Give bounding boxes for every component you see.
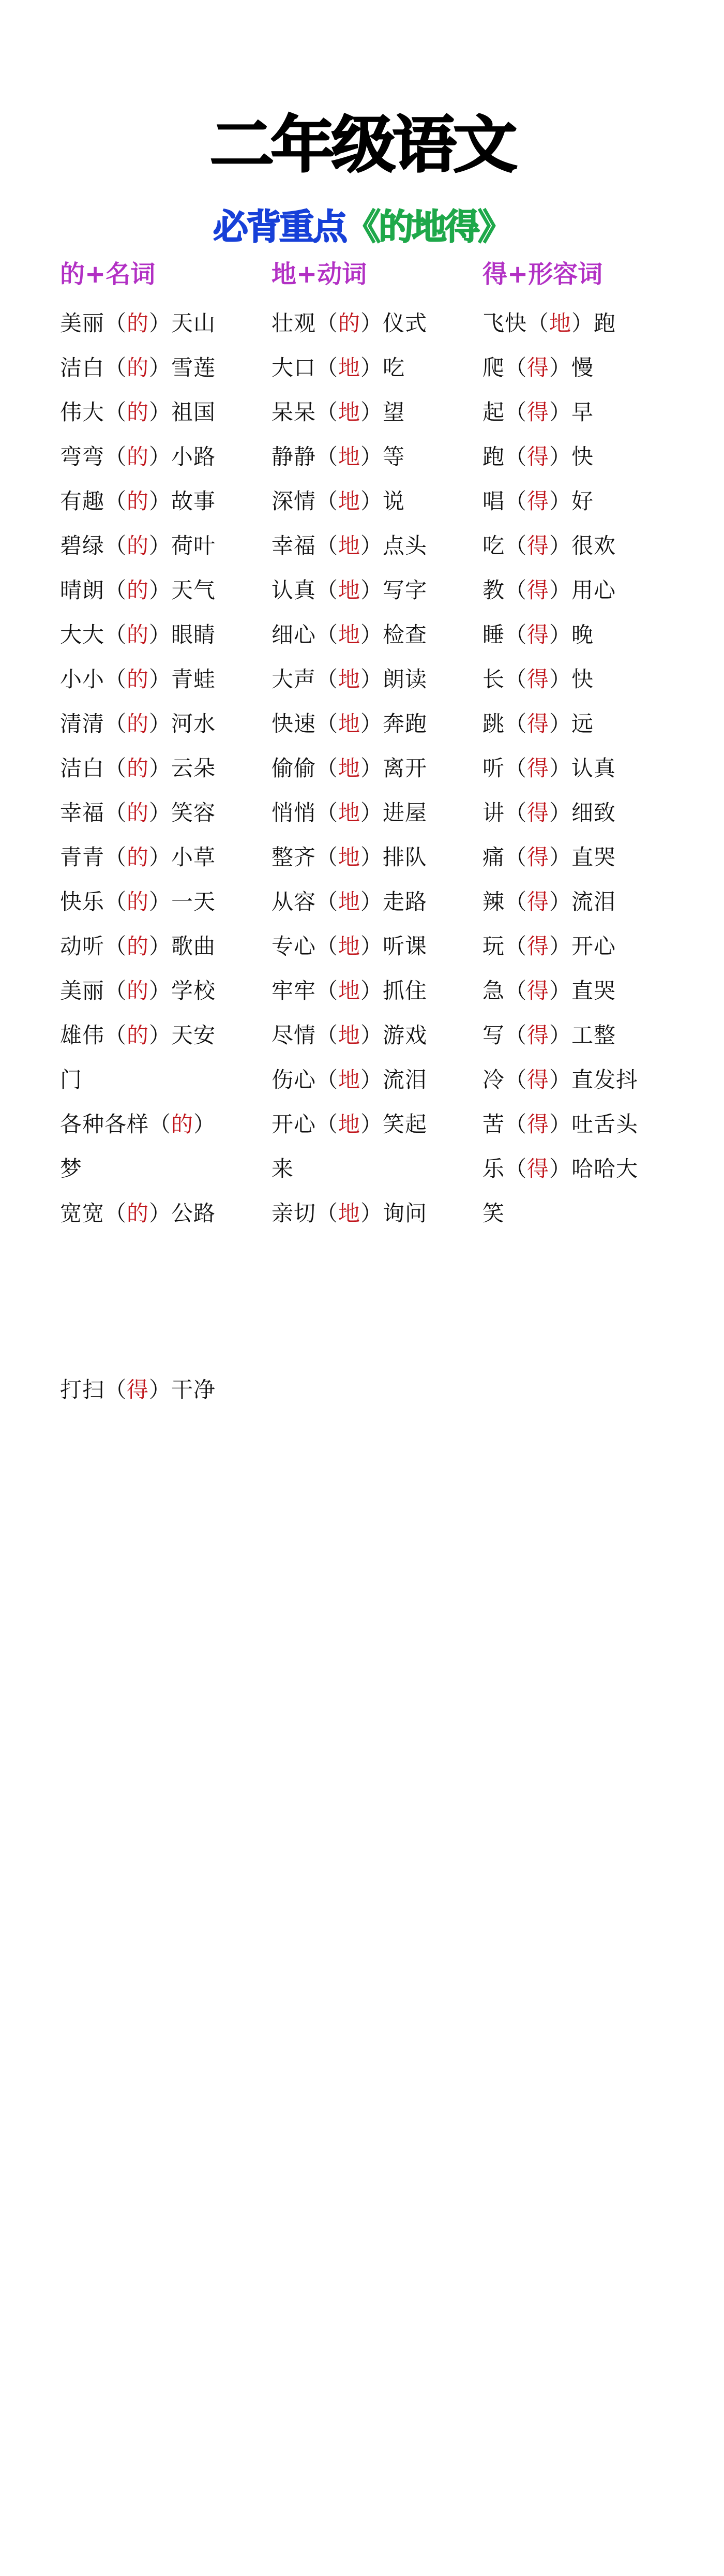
phrase-suffix: ）快 xyxy=(549,444,594,469)
phrase-prefix: 深情（ xyxy=(272,488,339,514)
phrase-line xyxy=(60,568,257,613)
particle: 的 xyxy=(127,488,149,514)
particle: 的 xyxy=(127,667,149,692)
phrase-prefix: 跑（ xyxy=(482,444,527,469)
particle: 的 xyxy=(127,934,149,959)
phrase-line xyxy=(60,390,257,435)
phrase-suffix: ）直发抖 xyxy=(549,1067,639,1092)
phrase-line xyxy=(482,1147,679,1191)
particle: 得 xyxy=(527,889,550,914)
phrase-suffix: ）一天 xyxy=(149,889,216,914)
particle: 得 xyxy=(527,711,550,736)
phrase-suffix: ）听课 xyxy=(360,934,428,959)
phrase-line xyxy=(482,969,679,1013)
phrase-suffix: ）天山 xyxy=(149,310,216,336)
phrase-line xyxy=(272,613,468,657)
phrase-line xyxy=(272,657,468,702)
particle: 得 xyxy=(527,444,550,469)
particle: 的 xyxy=(127,355,149,380)
phrase-line xyxy=(60,435,257,479)
phrase-suffix: ）荷叶 xyxy=(149,533,216,558)
phrase-line xyxy=(60,479,257,524)
phrase-line xyxy=(482,435,679,479)
particle: 的 xyxy=(127,622,149,647)
particle: 得 xyxy=(527,978,550,1003)
phrase-suffix: ）雪莲 xyxy=(149,355,216,380)
particle: 地 xyxy=(338,800,361,825)
phrase-line xyxy=(482,657,679,702)
phrase-prefix: 快乐（ xyxy=(60,889,127,914)
phrase-line xyxy=(482,568,679,613)
phrase-prefix: 吃（ xyxy=(482,533,527,558)
phrase-suffix: ）好 xyxy=(549,488,594,514)
phrase-suffix: ）离开 xyxy=(360,756,428,781)
particle: 得 xyxy=(527,845,550,870)
phrase-line xyxy=(482,1013,679,1058)
phrase-suffix: ）天气 xyxy=(149,578,216,603)
phrase-suffix: ）认真 xyxy=(549,756,616,781)
phrase-suffix: ）开心 xyxy=(549,934,616,959)
phrase-prefix: 静静（ xyxy=(272,444,339,469)
phrase-prefix: 听（ xyxy=(482,756,527,781)
phrase-suffix: ）直哭 xyxy=(549,845,616,870)
phrase-line xyxy=(60,746,257,791)
particle: 地 xyxy=(338,1201,361,1226)
phrase-prefix: 美丽（ xyxy=(60,310,127,336)
phrase-suffix: ）慢 xyxy=(549,355,594,380)
particle: 得 xyxy=(527,667,550,692)
subtitle-part-2: 《的地得》 xyxy=(345,207,511,248)
phrase-suffix: ）流泪 xyxy=(549,889,616,914)
particle: 地 xyxy=(338,1112,361,1137)
particle: 得 xyxy=(527,355,550,380)
particle: 的 xyxy=(127,845,149,870)
phrase-line xyxy=(482,1191,679,1236)
column-lines xyxy=(60,301,257,1236)
column-de-adjective xyxy=(482,259,679,1236)
phrase-line xyxy=(482,301,679,346)
phrase-prefix: 整齐（ xyxy=(272,845,339,870)
particle: 得 xyxy=(527,1067,550,1092)
phrase-suffix: ）排队 xyxy=(360,845,428,870)
particle: 地 xyxy=(338,355,361,380)
phrase-prefix: 偷偷（ xyxy=(272,756,339,781)
phrase-line xyxy=(60,657,257,702)
phrase-prefix: 洁白（ xyxy=(60,756,127,781)
phrase-prefix: 讲（ xyxy=(482,800,527,825)
phrase-prefix: 急（ xyxy=(482,978,527,1003)
phrase-prefix: 唱（ xyxy=(482,488,527,514)
phrase-prefix: 亲切（ xyxy=(272,1201,339,1226)
phrase-suffix: ）笑容 xyxy=(149,800,216,825)
phrase-suffix: ）奔跑 xyxy=(360,711,428,736)
phrase-suffix: ）哈哈大 xyxy=(549,1156,639,1181)
phrase-prefix: 尽情（ xyxy=(272,1023,339,1048)
particle: 的 xyxy=(127,711,149,736)
phrase-line xyxy=(482,524,679,568)
phrase-prefix: 呆呆（ xyxy=(272,399,339,425)
phrase-line xyxy=(60,1058,257,1102)
phrase-line xyxy=(60,969,257,1013)
page-title: 二年级语文 xyxy=(209,109,515,181)
phrase-line xyxy=(482,346,679,390)
particle: 地 xyxy=(338,756,361,781)
phrase-line xyxy=(482,390,679,435)
subtitle-part-1: 必背重点 xyxy=(213,207,345,248)
phrase-suffix: ）跑 xyxy=(571,310,616,336)
phrase-line xyxy=(272,568,468,613)
phrase-suffix: ）直哭 xyxy=(549,978,616,1003)
phrase-line xyxy=(272,435,468,479)
phrase-line xyxy=(272,1058,468,1102)
phrase-line xyxy=(272,346,468,390)
particle: 地 xyxy=(338,934,361,959)
phrase-suffix: ）小草 xyxy=(149,845,216,870)
particle: 地 xyxy=(549,310,572,336)
particle: 得 xyxy=(527,488,550,514)
phrase-suffix: ）小路 xyxy=(149,444,216,469)
phrase-prefix: 快速（ xyxy=(272,711,339,736)
subtitle xyxy=(0,199,724,249)
phrase-prefix: 乐（ xyxy=(482,1156,527,1181)
phrase-prefix: 大口（ xyxy=(272,355,339,380)
phrase-line xyxy=(60,880,257,924)
column-lines xyxy=(272,301,468,1236)
phrase-prefix: 动听（ xyxy=(60,934,127,959)
phrase-suffix: ）走路 xyxy=(360,889,428,914)
particle: 的 xyxy=(127,310,149,336)
particle: 得 xyxy=(527,1023,550,1048)
particle: 的 xyxy=(127,756,149,781)
particle: 的 xyxy=(127,578,149,603)
phrase-prefix: 门 xyxy=(60,1067,83,1092)
phrase-line xyxy=(272,479,468,524)
phrase-suffix: ）检查 xyxy=(360,622,428,647)
phrase-suffix: ）晚 xyxy=(549,622,594,647)
particle: 得 xyxy=(527,622,550,647)
particle: 得 xyxy=(527,934,550,959)
phrase-prefix: 壮观（ xyxy=(272,310,339,336)
phrase-line xyxy=(60,613,257,657)
phrase-line xyxy=(60,346,257,390)
phrase-suffix: ）歌曲 xyxy=(149,934,216,959)
particle: 的 xyxy=(127,889,149,914)
phrase-prefix: 细心（ xyxy=(272,622,339,647)
phrase-prefix: 飞快（ xyxy=(482,310,550,336)
phrase-suffix: ）写字 xyxy=(360,578,428,603)
phrase-prefix: 小小（ xyxy=(60,667,127,692)
phrase-suffix: ）流泪 xyxy=(360,1067,428,1092)
particle: 得 xyxy=(527,756,550,781)
phrase-prefix: 有趣（ xyxy=(60,488,127,514)
phrase-suffix: ）祖国 xyxy=(149,399,216,425)
particle: 地 xyxy=(338,978,361,1003)
phrase-suffix: ）询问 xyxy=(360,1201,428,1226)
phrase-line xyxy=(272,524,468,568)
phrase-line xyxy=(60,791,257,835)
phrase-suffix: ）进屋 xyxy=(360,800,428,825)
particle: 地 xyxy=(338,1023,361,1048)
phrase-prefix: 笑 xyxy=(482,1201,505,1226)
phrase-line xyxy=(482,880,679,924)
particle: 地 xyxy=(338,711,361,736)
phrase-suffix: ）河水 xyxy=(149,711,216,736)
phrase-prefix: 开心（ xyxy=(272,1112,339,1137)
phrase-prefix: 从容（ xyxy=(272,889,339,914)
particle: 的 xyxy=(127,1201,149,1226)
phrase-suffix: ）远 xyxy=(549,711,594,736)
phrase-prefix: 跳（ xyxy=(482,711,527,736)
particle: 地 xyxy=(338,889,361,914)
phrase-line xyxy=(60,1191,257,1236)
phrase-prefix: 大大（ xyxy=(60,622,127,647)
particle: 地 xyxy=(338,622,361,647)
particle: 的 xyxy=(171,1112,194,1137)
phrase-line xyxy=(272,746,468,791)
phrase-suffix: ）眼睛 xyxy=(149,622,216,647)
particle: 的 xyxy=(127,978,149,1003)
phrase-suffix: ）点头 xyxy=(360,533,428,558)
phrase-prefix: 碧绿（ xyxy=(60,533,127,558)
phrase-prefix: 牢牢（ xyxy=(272,978,339,1003)
phrase-prefix: 洁白（ xyxy=(60,355,127,380)
phrase-suffix: ） xyxy=(193,1112,216,1137)
phrase-line xyxy=(272,301,468,346)
phrase-line xyxy=(272,1102,468,1147)
particle: 得 xyxy=(127,1377,149,1402)
phrase-line xyxy=(482,613,679,657)
phrase-prefix: 幸福（ xyxy=(272,533,339,558)
phrase-prefix: 睡（ xyxy=(482,622,527,647)
phrase-prefix: 打扫（ xyxy=(60,1377,127,1402)
phrase-prefix: 梦 xyxy=(60,1156,83,1181)
phrase-line xyxy=(60,702,257,746)
phrase-line xyxy=(272,1147,468,1191)
column-header: 得+形容词 xyxy=(482,260,603,289)
phrase-prefix: 痛（ xyxy=(482,845,527,870)
phrase-prefix: 辣（ xyxy=(482,889,527,914)
phrase-line xyxy=(272,835,468,880)
phrase-line xyxy=(60,835,257,880)
particle: 的 xyxy=(338,310,361,336)
phrase-line xyxy=(272,791,468,835)
phrase-suffix: ）笑起 xyxy=(360,1112,428,1137)
phrase-suffix: ）说 xyxy=(360,488,405,514)
particle: 得 xyxy=(527,533,550,558)
particle: 得 xyxy=(527,800,550,825)
phrase-prefix: 苦（ xyxy=(482,1112,527,1137)
phrase-suffix: ）云朵 xyxy=(149,756,216,781)
column-de-noun xyxy=(60,259,257,1236)
phrase-prefix: 伟大（ xyxy=(60,399,127,425)
phrase-prefix: 写（ xyxy=(482,1023,527,1048)
column-lines xyxy=(482,301,679,1236)
phrase-prefix: 悄悄（ xyxy=(272,800,339,825)
phrase-line xyxy=(482,479,679,524)
particle: 地 xyxy=(338,845,361,870)
phrase-prefix: 玩（ xyxy=(482,934,527,959)
phrase-suffix: ）快 xyxy=(549,667,594,692)
phrase-line xyxy=(482,1102,679,1147)
phrase-suffix: ）朗读 xyxy=(360,667,428,692)
particle: 的 xyxy=(127,800,149,825)
phrase-suffix: ）抓住 xyxy=(360,978,428,1003)
phrase-suffix: ）工整 xyxy=(549,1023,616,1048)
column-header: 地+动词 xyxy=(272,260,367,289)
phrase-suffix: ）学校 xyxy=(149,978,216,1003)
phrase-prefix: 大声（ xyxy=(272,667,339,692)
phrase-line xyxy=(272,1013,468,1058)
phrase-prefix: 宽宽（ xyxy=(60,1201,127,1226)
phrase-prefix: 认真（ xyxy=(272,578,339,603)
phrase-prefix: 专心（ xyxy=(272,934,339,959)
particle: 得 xyxy=(527,578,550,603)
column-di-verb xyxy=(272,259,468,1236)
phrase-line xyxy=(60,1147,257,1191)
particle: 得 xyxy=(527,1156,550,1181)
phrase-prefix: 美丽（ xyxy=(60,978,127,1003)
phrase-prefix: 起（ xyxy=(482,399,527,425)
particle: 地 xyxy=(338,533,361,558)
particle: 地 xyxy=(338,1067,361,1092)
particle: 的 xyxy=(127,1023,149,1048)
phrase-line xyxy=(272,702,468,746)
phrase-prefix: 伤心（ xyxy=(272,1067,339,1092)
phrase-suffix: ）细致 xyxy=(549,800,616,825)
phrase-line xyxy=(272,969,468,1013)
phrase-prefix: 长（ xyxy=(482,667,527,692)
phrase-line xyxy=(60,301,257,346)
phrase-prefix: 清清（ xyxy=(60,711,127,736)
particle: 得 xyxy=(527,1112,550,1137)
phrase-suffix: ）干净 xyxy=(149,1377,216,1402)
phrase-prefix: 来 xyxy=(272,1156,294,1181)
phrase-suffix: ）用心 xyxy=(549,578,616,603)
phrase-suffix: ）仪式 xyxy=(360,310,428,336)
phrase-suffix: ）很欢 xyxy=(549,533,616,558)
phrase-line xyxy=(482,791,679,835)
column-header: 的+名词 xyxy=(60,260,156,289)
particle: 的 xyxy=(127,399,149,425)
phrase-line xyxy=(272,880,468,924)
particle: 地 xyxy=(338,578,361,603)
phrase-line xyxy=(482,924,679,969)
phrase-prefix: 晴朗（ xyxy=(60,578,127,603)
phrase-prefix: 教（ xyxy=(482,578,527,603)
phrase-suffix: ）吃 xyxy=(360,355,405,380)
phrase-prefix: 各种各样（ xyxy=(60,1112,172,1137)
phrase-prefix: 冷（ xyxy=(482,1067,527,1092)
phrase-prefix: 爬（ xyxy=(482,355,527,380)
phrase-suffix: ）青蛙 xyxy=(149,667,216,692)
phrase-line xyxy=(60,924,257,969)
particle: 的 xyxy=(127,444,149,469)
phrase-line xyxy=(60,1013,257,1058)
phrase-line xyxy=(272,1191,468,1236)
phrase-prefix: 雄伟（ xyxy=(60,1023,127,1048)
particle: 的 xyxy=(127,533,149,558)
phrase-suffix: ）等 xyxy=(360,444,405,469)
phrase-line xyxy=(272,924,468,969)
particle: 地 xyxy=(338,667,361,692)
phrase-suffix: ）天安 xyxy=(149,1023,216,1048)
phrase-suffix: ）游戏 xyxy=(360,1023,428,1048)
phrase-suffix: ）故事 xyxy=(149,488,216,514)
phrase-suffix: ）吐舌头 xyxy=(549,1112,639,1137)
phrase-line xyxy=(60,1102,257,1147)
extra-phrase xyxy=(60,1368,216,1412)
phrase-line xyxy=(482,746,679,791)
phrase-line xyxy=(482,1058,679,1102)
phrase-line xyxy=(60,524,257,568)
particle: 地 xyxy=(338,444,361,469)
phrase-suffix: ）早 xyxy=(549,399,594,425)
phrase-line xyxy=(272,390,468,435)
particle: 得 xyxy=(527,399,550,425)
particle: 地 xyxy=(338,399,361,425)
particle: 地 xyxy=(338,488,361,514)
phrase-prefix: 青青（ xyxy=(60,845,127,870)
phrase-prefix: 幸福（ xyxy=(60,800,127,825)
phrase-line xyxy=(482,835,679,880)
phrase-suffix: ）公路 xyxy=(149,1201,216,1226)
phrase-suffix: ）望 xyxy=(360,399,405,425)
phrase-prefix: 弯弯（ xyxy=(60,444,127,469)
phrase-line xyxy=(482,702,679,746)
